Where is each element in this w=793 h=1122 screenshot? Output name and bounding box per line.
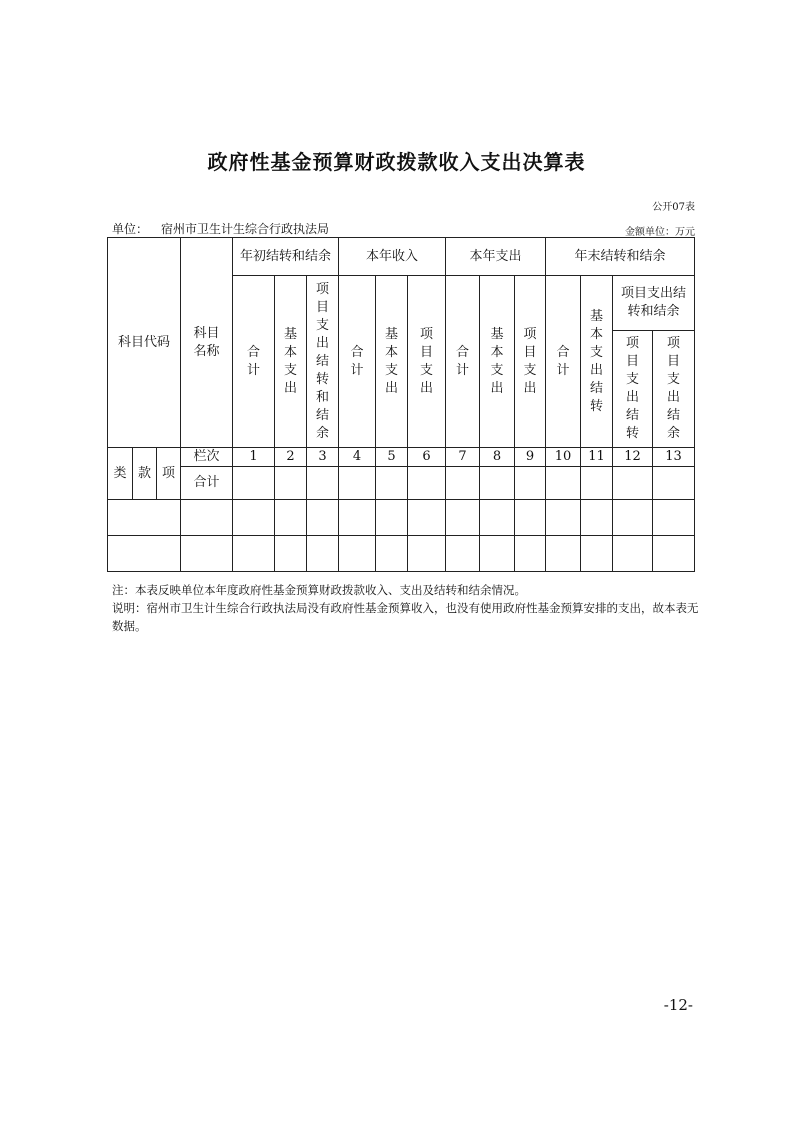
table-cell: [446, 467, 480, 500]
column-number: 8: [480, 448, 515, 467]
header-carry-end-basic: 基本支出结转: [581, 276, 613, 448]
note-text: 注：本表反映单位本年度政府性基金预算财政拨款收入、支出及结转和结余情况。: [112, 583, 526, 597]
header-section: 款: [133, 448, 157, 500]
header-expense: 本年支出: [446, 238, 546, 276]
table-cell: [108, 500, 181, 536]
header-carry-start: 年初结转和结余: [233, 238, 339, 276]
header-income-total: 合计: [339, 276, 376, 448]
column-number: 3: [307, 448, 339, 467]
column-number: 5: [376, 448, 408, 467]
header-carry-end-project: 项目支出结转和结余: [613, 276, 695, 331]
table-cell: [653, 467, 695, 500]
header-expense-total: 合计: [446, 276, 480, 448]
form-number: 公开07表: [652, 202, 695, 213]
column-number: 12: [613, 448, 653, 467]
explanation-text: 说明：宿州市卫生计生综合行政执法局没有政府性基金预算收入，也没有使用政府性基金预算安排的支出，故本表无数据。: [112, 601, 699, 633]
table-cell: [653, 500, 695, 536]
table-cell: [233, 500, 275, 536]
column-number: 10: [546, 448, 581, 467]
column-number-row: [108, 448, 695, 467]
column-number-label: 栏次: [181, 448, 233, 467]
column-number: 11: [581, 448, 613, 467]
unit-label: 单位：: [112, 222, 149, 236]
header-name: 科目名称: [181, 238, 233, 448]
header-carry-start-total: 合计: [233, 276, 275, 448]
table-cell: [339, 536, 376, 572]
column-number: 4: [339, 448, 376, 467]
table-cell: [275, 536, 307, 572]
table-cell: [515, 500, 546, 536]
header-income: 本年收入: [339, 238, 446, 276]
header-item: 项: [157, 448, 181, 500]
table-cell: [546, 500, 581, 536]
table-cell: [339, 500, 376, 536]
column-number: 2: [275, 448, 307, 467]
table-cell: [108, 536, 181, 572]
table-cell: [480, 500, 515, 536]
amount-unit: 金额单位：万元: [625, 227, 695, 238]
table-cell: [376, 500, 408, 536]
header-carry-end: 年末结转和结余: [546, 238, 695, 276]
table-cell: [376, 536, 408, 572]
table-cell: [480, 467, 515, 500]
table-cell: [408, 500, 446, 536]
table-cell: [653, 536, 695, 572]
table-cell: [446, 536, 480, 572]
table-cell: [233, 467, 275, 500]
table-cell: [275, 500, 307, 536]
header-carry-start-project: 项目支出结转和结余: [307, 276, 339, 448]
column-number: 6: [408, 448, 446, 467]
table-cell: [376, 467, 408, 500]
sum-row-label: 合计: [181, 467, 233, 500]
table-cell: [275, 467, 307, 500]
table-cell: [233, 536, 275, 572]
header-code: 科目代码: [108, 238, 181, 448]
unit-name: 宿州市卫生计生综合行政执法局: [161, 222, 330, 236]
page-title: 政府性基金预算财政拨款收入支出决算表: [207, 150, 586, 174]
table-cell: [339, 467, 376, 500]
header-carry-start-basic: 基本支出: [275, 276, 307, 448]
table-cell: [307, 536, 339, 572]
table-cell: [181, 536, 233, 572]
table-cell: [408, 467, 446, 500]
column-number: 7: [446, 448, 480, 467]
column-number: 9: [515, 448, 546, 467]
table-cell: [546, 467, 581, 500]
table-cell: [408, 536, 446, 572]
header-expense-basic: 基本支出: [480, 276, 515, 448]
header-carry-end-total: 合计: [546, 276, 581, 448]
header-expense-project: 项目支出: [515, 276, 546, 448]
header-income-basic: 基本支出: [376, 276, 408, 448]
table-cell: [613, 467, 653, 500]
table-cell: [480, 536, 515, 572]
budget-table: [107, 237, 695, 572]
header-carry-end-project-surplus: 项目支出结余: [653, 331, 695, 448]
table-row-empty: [108, 500, 695, 536]
table-cell: [546, 536, 581, 572]
table-cell: [515, 536, 546, 572]
table-cell: [581, 500, 613, 536]
table-cell: [581, 467, 613, 500]
header-carry-end-project-forward: 项目支出结转: [613, 331, 653, 448]
table-cell: [581, 536, 613, 572]
column-number: 1: [233, 448, 275, 467]
notes: [112, 581, 702, 635]
header-cat: 类: [108, 448, 133, 500]
column-number: 13: [653, 448, 695, 467]
table-cell: [181, 500, 233, 536]
table-row-empty: [108, 536, 695, 572]
table-cell: [307, 467, 339, 500]
header-row-1: [108, 238, 695, 276]
sum-row: [108, 467, 695, 500]
table-cell: [613, 500, 653, 536]
header-income-project: 项目支出: [408, 276, 446, 448]
table-cell: [613, 536, 653, 572]
table-cell: [446, 500, 480, 536]
table-cell: [515, 467, 546, 500]
page-number: -12-: [663, 996, 693, 1014]
table-cell: [307, 500, 339, 536]
